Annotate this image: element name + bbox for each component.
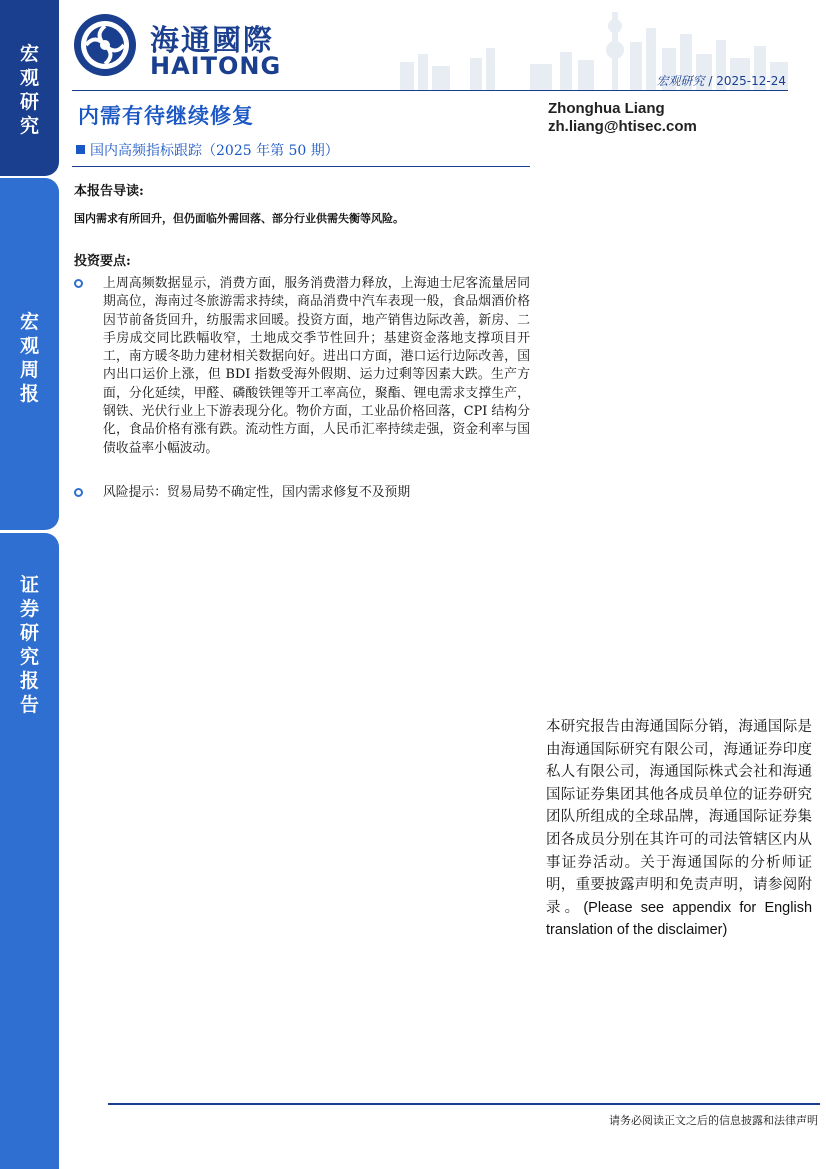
disclaimer-chinese-text: 本研究报告由海通国际分销，海通国际是由海通国际研究有限公司，海通证券印度私人有限公司，海通国际株式会社和海通国际证券集团其他各成员单位的证券研究团队所组成的全球品牌，海通国际证券集团各成员分别在其许可的司法管辖区内从事证券活动。关于海通国际的分析师证明，重要披露声明和免责声明，请参阅附录。 — [546, 719, 812, 916]
title-divider — [72, 166, 530, 167]
header-meta — [657, 72, 786, 89]
header-divider — [72, 90, 788, 91]
side-tab-label: 宏观周报 — [19, 311, 39, 405]
report-subtitle — [76, 140, 339, 160]
analyst-email: zh.liang@htisec.com — [548, 118, 697, 135]
analyst-name: Zhonghua Liang — [548, 100, 665, 117]
header-category: 宏观研究 — [656, 74, 705, 88]
side-tab-macro-research — [0, 0, 59, 176]
haitong-logo — [72, 12, 292, 78]
haitong-logo-icon — [72, 12, 138, 78]
distribution-disclaimer — [546, 716, 812, 942]
side-tab-macro-weekly — [0, 178, 59, 530]
report-title: 内需有待继续修复 — [78, 103, 254, 128]
square-bullet-icon — [76, 145, 85, 154]
logo-chinese-text: 海通國際 — [150, 23, 275, 57]
guide-heading: 本报告导读: — [74, 184, 144, 199]
key-point-text: 上周高频数据显示，消费方面，服务消费潜力释放，上海迪士尼客流量居同期高位，海南过冬旅游需求持续，商品消费中汽车表现一般，食品烟酒价格因节前备货回升，纺服需求回暖。投资方面，地产销售边际改善，新房、二手房成交同比跌幅收窄，土地成交季节性回升；基建资金落地支撑项目开工，南方暖冬助力建材相关数据向好。进出口方面，港口运行边际改善，国内出口运价上涨，但 BDI 指数受海外假期、运力过剩等因素大跌。生产方面，分化延续，甲醛、磷酸铁锂等开工率高位，聚酯、锂电需求支撑生产，钢铁、光伏行业上下游表现分化。物价方面，工业品价格回落，CPI 结构分化，食品价格有涨有跌。流动性方面，人民币汇率持续走强，资金利率与国债收益率小幅波动。 — [103, 276, 530, 456]
disclaimer-english-text: (Please see appendix for English translation of the disclaimer) — [546, 899, 813, 939]
footer-notice: 请务必阅读正文之后的信息披露和法律声明 — [609, 1114, 818, 1127]
footer-divider — [108, 1103, 820, 1105]
header-date: 2025-12-24 — [716, 74, 786, 88]
side-tab-securities-report — [0, 533, 59, 1169]
key-point-item — [74, 484, 530, 502]
key-point-item — [74, 275, 530, 458]
side-tab-label: 证券研究报告 — [19, 574, 39, 716]
report-subtitle-text: 国内高频指标跟踪（2025 年第 50 期） — [90, 143, 339, 159]
guide-text: 国内需求有所回升，但仍面临外需回落、部分行业供需失衡等风险。 — [74, 212, 404, 225]
side-tab-label: 宏观研究 — [19, 43, 39, 137]
logo-english-text: HAITONG — [150, 52, 282, 80]
header-separator: / — [708, 74, 713, 88]
key-points-heading: 投资要点: — [74, 254, 131, 269]
key-point-text: 风险提示：贸易局势不确定性，国内需求修复不及预期 — [103, 485, 411, 500]
circle-bullet-icon — [74, 488, 83, 497]
circle-bullet-icon — [74, 279, 83, 288]
